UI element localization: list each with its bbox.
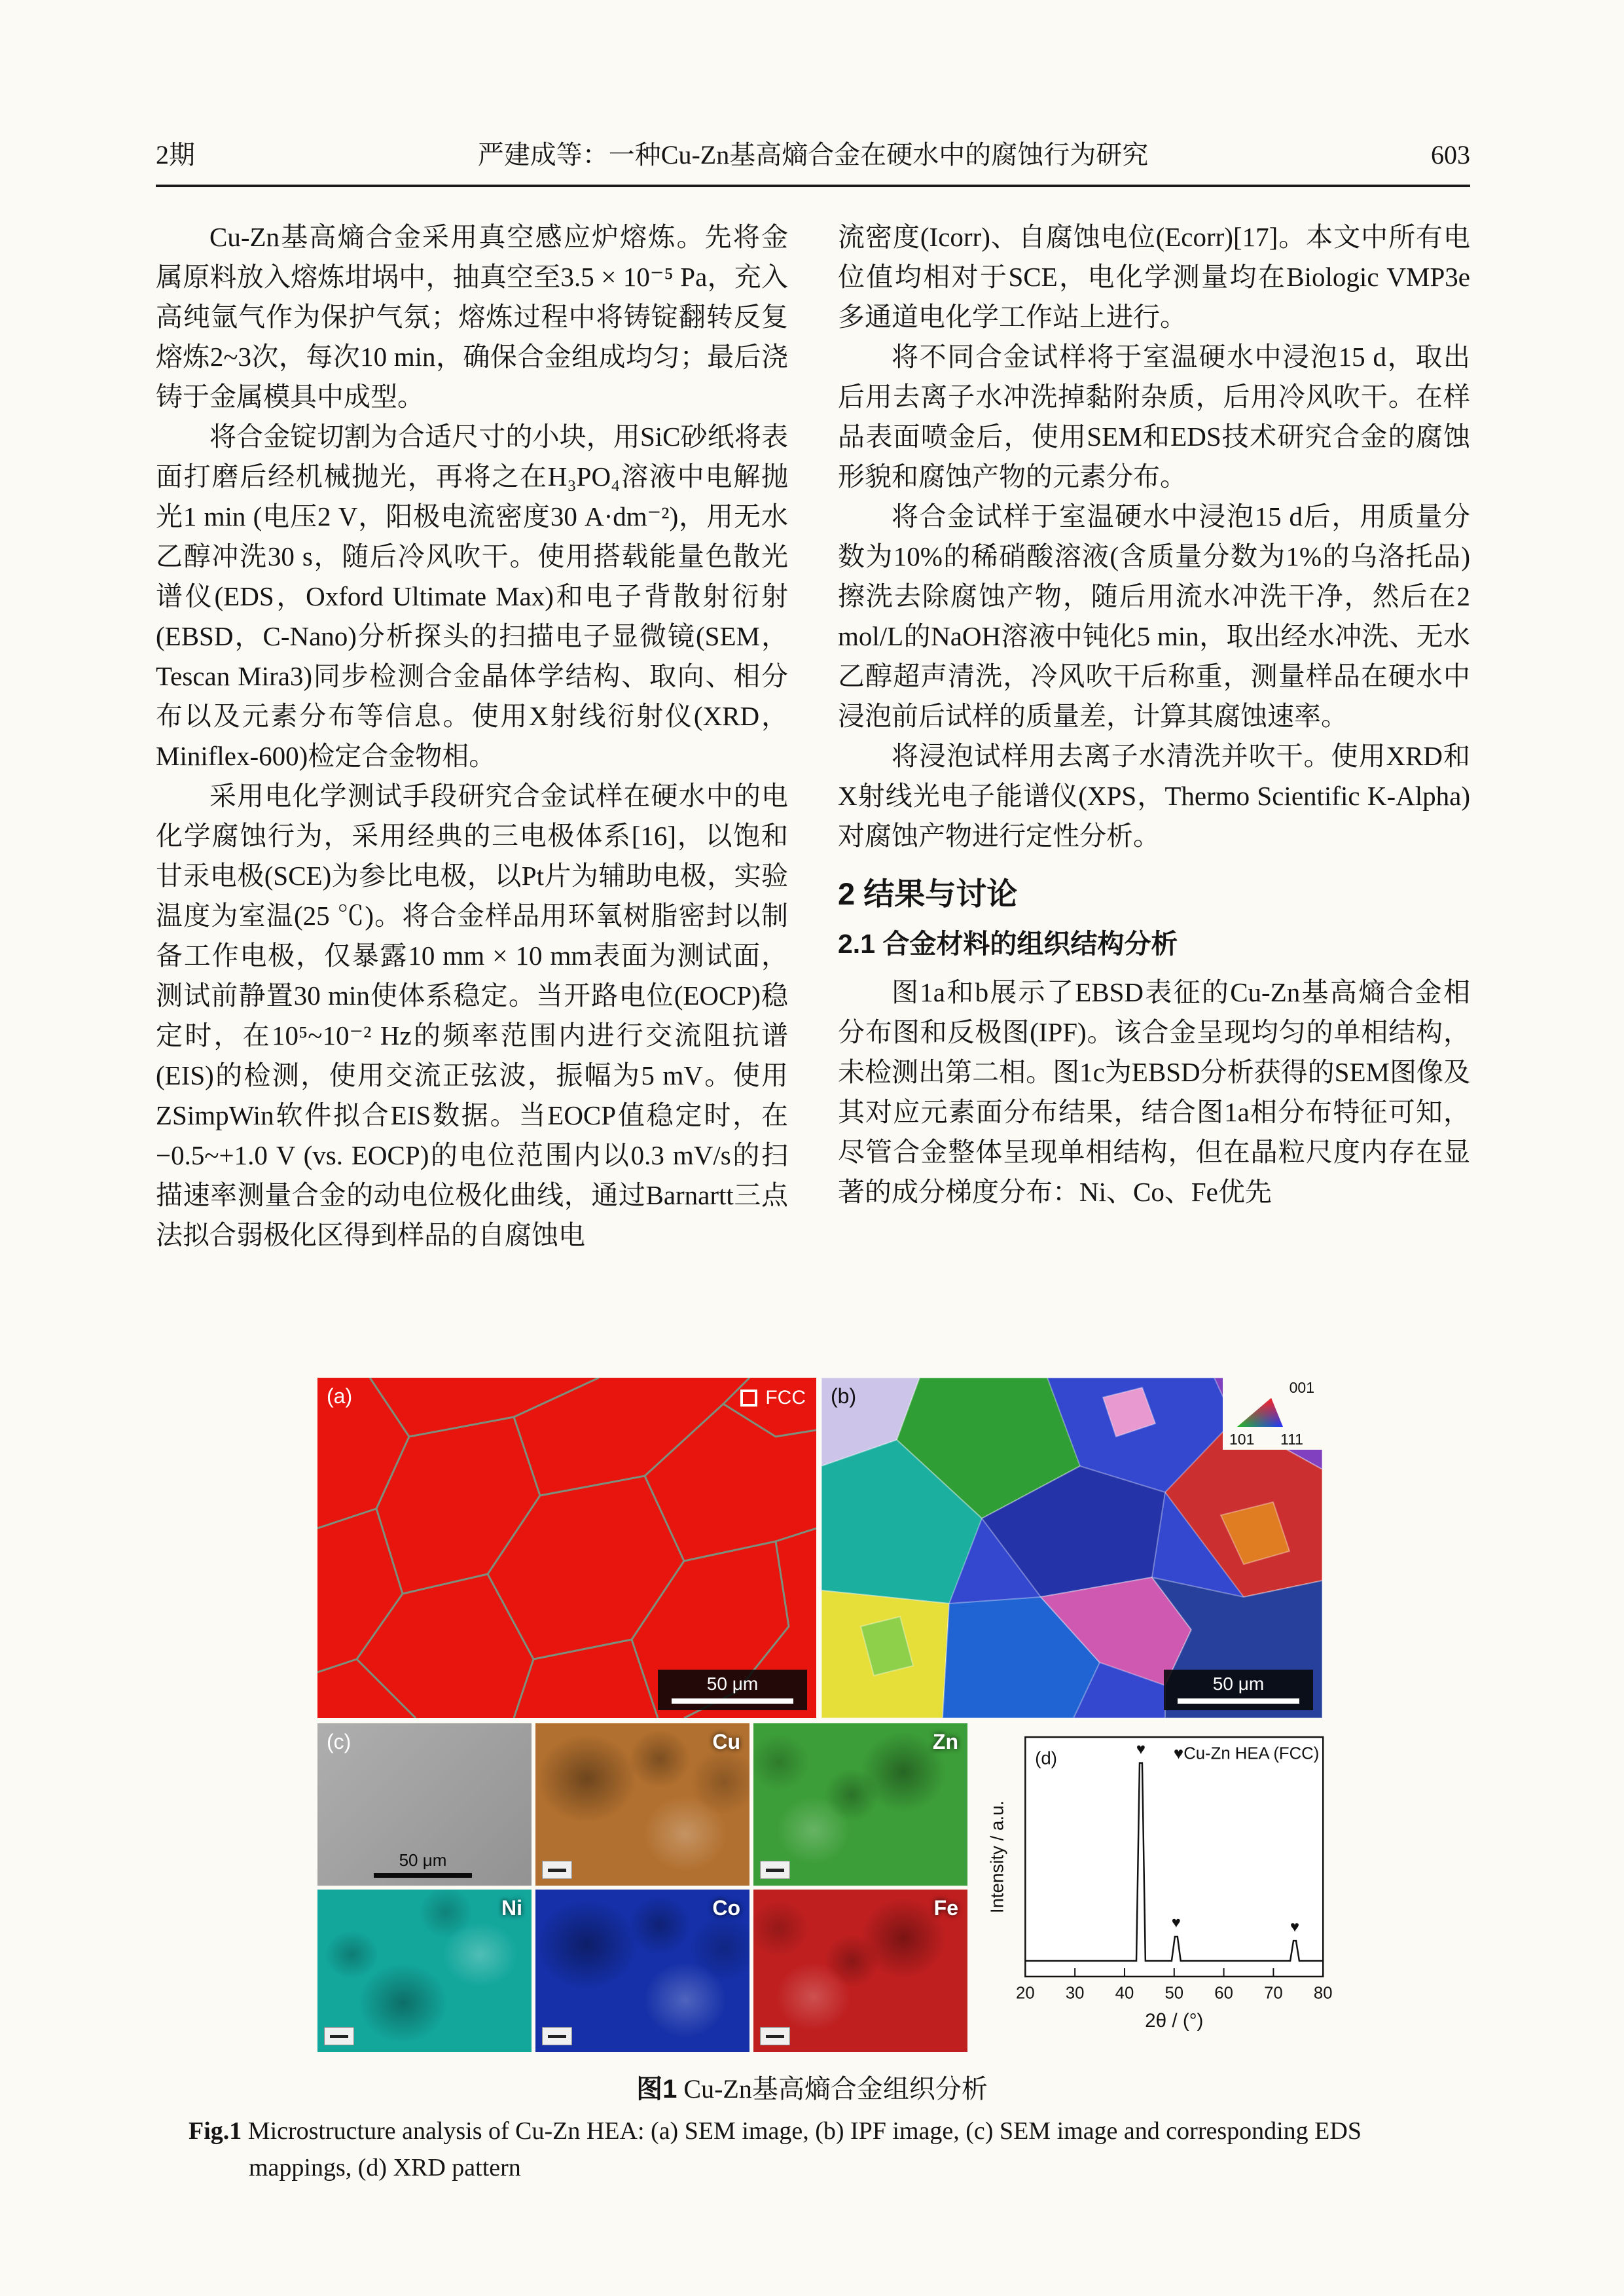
issue-number: 2期 xyxy=(156,140,195,170)
running-title: 严建成等：一种Cu-Zn基高熵合金在硬水中的腐蚀行为研究 xyxy=(477,140,1149,170)
fcc-legend xyxy=(740,1387,806,1409)
figure-caption-en-text: Microstructure analysis of Cu-Zn HEA: (a) SEM image, (b) IPF image, (c) SEM image and corresponding EDS mappings, (d) XRD pattern xyxy=(247,2117,1362,2181)
eds-map-ni xyxy=(317,1890,532,2052)
ipf-color-key xyxy=(1223,1378,1322,1450)
section-heading: 2 结果与讨论 xyxy=(838,876,1018,911)
eds-scale-chip-bar xyxy=(766,1869,784,1872)
xrd-tick-label: 50 xyxy=(1164,1984,1184,2003)
scale-bar xyxy=(658,1670,807,1710)
fcc-legend-label: FCC xyxy=(765,1387,806,1408)
scale-bar-label: 50 μm xyxy=(1212,1674,1265,1694)
element-label: Co xyxy=(712,1896,740,1920)
element-label: Zn xyxy=(932,1730,958,1753)
xrd-peak-marker: ♥ xyxy=(1136,1740,1146,1758)
eds-map-cu xyxy=(535,1723,749,1886)
figure-1a-phase-map xyxy=(317,1378,816,1718)
xrd-legend: ♥Cu-Zn HEA (FCC) xyxy=(1173,1744,1320,1763)
eds-map-zn xyxy=(753,1723,967,1886)
xrd-tick-label: 60 xyxy=(1214,1984,1233,2003)
panel-c-label: (c) xyxy=(327,1730,352,1753)
ipf-color-triangle-icon xyxy=(1237,1397,1283,1427)
xrd-yaxis-label: Intensity / a.u. xyxy=(986,1800,1007,1914)
scale-bar-label: 50 μm xyxy=(706,1674,759,1694)
figure-1 xyxy=(317,1378,1336,2053)
paragraph: 将合金试样于室温硬水中浸泡15 d后，用质量分数为10%的稀硝酸溶液(含质量分数为1%的乌洛托品)擦洗去除腐蚀产物，随后用流水冲洗干净，然后在2 mol/L的NaOH溶液中钝化5 min，取出经水冲洗、无水乙醇超声清洗，冷风吹干后称重，测量样品在硬水中浸泡前后试样的质量差，计算其腐蚀速率。 xyxy=(838,501,1470,731)
figure-caption-en-label: Fig.1 xyxy=(189,2117,242,2145)
xrd-peak-marker: ♥ xyxy=(1290,1918,1300,1936)
ipf-key-111-label: 111 xyxy=(1280,1431,1303,1448)
element-label: Fe xyxy=(933,1896,958,1920)
subsection-heading: 2.1 合金材料的组织结构分析 xyxy=(838,929,1178,959)
left-column xyxy=(156,217,788,1255)
eds-scale-chip-bar xyxy=(766,2035,784,2038)
scale-bar-line xyxy=(1178,1698,1299,1704)
scale-bar xyxy=(374,1850,472,1878)
xrd-tick-label: 40 xyxy=(1115,1984,1134,2003)
scale-bar-line xyxy=(374,1873,472,1878)
paragraph: 将不同合金试样将于室温硬水中浸泡15 d，取出后用去离子水冲洗掉黏附杂质，后用冷风吹干。在样品表面喷金后，使用SEM和EDS技术研究合金的腐蚀形貌和腐蚀产物的元素分布。 xyxy=(838,342,1470,492)
eds-map-co xyxy=(535,1890,749,2052)
header-rule xyxy=(156,185,1470,187)
fcc-swatch-icon xyxy=(740,1390,757,1407)
paragraph: 将合金锭切割为合适尺寸的小块，用SiC砂纸将表面打磨后经机械抛光，再将之在H₃PO₄溶液中电解抛光1 min (电压2 V，阳极电流密度30 A·dm⁻²)，用无水乙醇冲洗30 s，随后冷风吹干。使用搭载能量色散光谱仪(EDS，Oxford Ultimate Max)和电子背散射衍射(EBSD，C-Nano)分析探头的扫描电子显微镜(SEM，Tescan Mira3)同步检测合金晶体学结构、取向、相分布以及元素分布等信息。使用X射线衍射仪(XRD，Miniflex-600)检定合金物相。 xyxy=(156,422,788,771)
figure-caption-zh xyxy=(0,2068,1624,2106)
scale-bar xyxy=(1164,1670,1313,1710)
panel-d-label: (d) xyxy=(1035,1748,1057,1768)
figure-1b-ipf-map xyxy=(821,1378,1322,1718)
eds-scale-chip xyxy=(760,1861,790,1879)
running-head xyxy=(156,134,1470,171)
figure-caption-zh-text: Cu-Zn基高熵合金组织分析 xyxy=(683,2074,988,2104)
paragraph: 将浸泡试样用去离子水清洗并吹干。使用XRD和X射线光电子能谱仪(XPS，Thermo Scientific K-Alpha)对腐蚀产物进行定性分析。 xyxy=(838,741,1470,851)
eds-scale-chip-bar xyxy=(330,2035,348,2038)
panel-b-label: (b) xyxy=(831,1384,857,1408)
xrd-tick-label: 80 xyxy=(1313,1984,1333,2003)
xrd-chart xyxy=(986,1723,1336,2049)
ipf-key-101-label: 101 xyxy=(1229,1431,1255,1448)
figure-caption-zh-label: 图1 xyxy=(636,2075,677,2104)
phase-map-image xyxy=(317,1378,816,1718)
paragraph: Cu-Zn基高熵合金采用真空感应炉熔炼。先将金属原料放入熔炼坩埚中，抽真空至3.5 × 10⁻⁵ Pa，充入高纯氩气作为保护气氛；熔炼过程中将铸锭翻转反复熔炼2~3次，每次10 min，确保合金组成均匀；最后浇铸于金属模具中成型。 xyxy=(156,222,788,412)
xrd-peak-marker: ♥ xyxy=(1171,1914,1181,1932)
scale-bar-label: 50 μm xyxy=(399,1850,447,1870)
eds-scale-chip xyxy=(542,1861,572,1879)
figure-1c-sem-image xyxy=(317,1723,532,1886)
xrd-tick-label: 20 xyxy=(1016,1984,1035,2003)
element-label: Ni xyxy=(501,1896,522,1920)
page-number: 603 xyxy=(1431,140,1470,170)
right-column xyxy=(838,217,1470,1212)
scale-bar-line xyxy=(672,1698,793,1704)
panel-a-label: (a) xyxy=(327,1384,353,1408)
element-label: Cu xyxy=(712,1730,740,1753)
xrd-tick-label: 70 xyxy=(1264,1984,1283,2003)
eds-scale-chip xyxy=(760,2027,790,2045)
paragraph: 采用电化学测试手段研究合金试样在硬水中的电化学腐蚀行为，采用经典的三电极体系[16]，以饱和甘汞电极(SCE)为参比电极，以Pt片为辅助电极，实验温度为室温(25 ℃)。将合金样品用环氧树脂密封以制备工作电极，仅暴露10 mm × 10 mm表面为测试面，测试前静置30 min使体系稳定。当开路电位(EOCP)稳定时，在10⁵~10⁻² Hz的频率范围内进行交流阻抗谱(EIS)的检测，使用交流正弦波，振幅为5 mV。使用ZSimpWin软件拟合EIS数据。当EOCP值稳定时，在−0.5~+1.0 V (vs. EOCP)的电位范围内以0.3 mV/s的扫描速率测量合金的动电位极化曲线，通过Barnartt三点法拟合弱极化区得到样品的自腐蚀电 xyxy=(156,781,788,1250)
paragraph: 流密度(Icorr)、自腐蚀电位(Ecorr)[17]。本文中所有电位值均相对于SCE，电化学测量均在Biologic VMP3e多通道电化学工作站上进行。 xyxy=(838,222,1470,332)
eds-scale-chip xyxy=(542,2027,572,2045)
xrd-tick-label: 30 xyxy=(1065,1984,1085,2003)
figure-1d-xrd-pattern xyxy=(986,1723,1336,2052)
xrd-xaxis-label: 2θ / (°) xyxy=(1145,2010,1204,2032)
eds-scale-chip xyxy=(324,2027,354,2045)
figure-caption-en xyxy=(189,2113,1443,2186)
ipf-key-001-label: 001 xyxy=(1289,1379,1314,1396)
paragraph: 图1a和b展示了EBSD表征的Cu-Zn基高熵合金相分布图和反极图(IPF)。该合金呈现均匀的单相结构，未检测出第二相。图1c为EBSD分析获得的SEM图像及其对应元素面分布结果，结合图1a相分布特征可知，尽管合金整体呈现单相结构，但在晶粒尺度内存在显著的成分梯度分布：Ni、Co、Fe优先 xyxy=(838,977,1470,1207)
eds-map-fe xyxy=(753,1890,967,2052)
eds-scale-chip-bar xyxy=(548,1869,566,1872)
eds-scale-chip-bar xyxy=(548,2035,566,2038)
